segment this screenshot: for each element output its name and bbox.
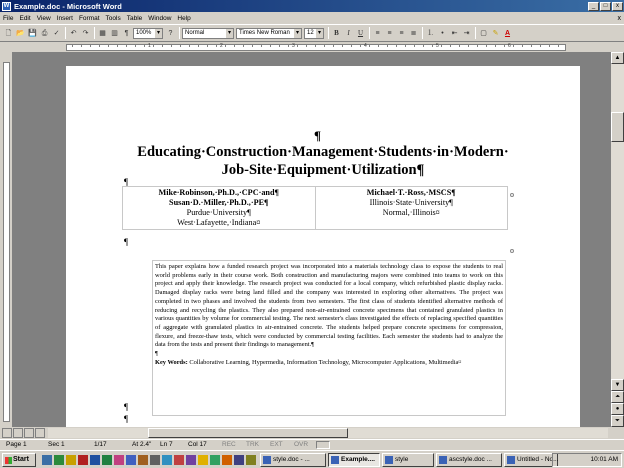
taskbar-item-ascstyle[interactable]: ascstyle.doc ... [436, 453, 502, 467]
status-section: Sec 1 [48, 441, 65, 448]
quicklaunch-folder-icon[interactable] [66, 455, 76, 465]
border-icon[interactable]: ▢ [480, 29, 487, 37]
authors-table[interactable] [122, 186, 508, 230]
ruler-tick [225, 44, 226, 47]
font-color-icon[interactable]: A [504, 29, 511, 37]
ruler-tick [396, 44, 397, 47]
toolbar-separator [422, 27, 423, 39]
ruler-tick [351, 44, 352, 47]
status-column: Col 17 [188, 441, 207, 448]
status-ovr[interactable]: OVR [294, 441, 309, 448]
ruler-tick [252, 44, 253, 47]
ruler-tick [342, 44, 343, 47]
quicklaunch-app-icon[interactable] [78, 455, 88, 465]
ruler-tick [297, 44, 298, 47]
toolbar-separator [475, 27, 476, 39]
ruler-number: 1 [148, 43, 151, 49]
word-app-icon[interactable]: W [3, 2, 10, 9]
table-row-end-marker [510, 193, 514, 197]
ruler-tick [432, 44, 433, 47]
menu-insert[interactable]: Insert [56, 14, 73, 22]
ruler-tick [135, 44, 136, 47]
ruler-tick [99, 44, 100, 47]
menu-edit[interactable]: Edit [19, 14, 31, 22]
ruler-number: 5 [436, 43, 439, 49]
author-line: Normal,·Illinois¤ [382, 208, 440, 217]
outline-view-button[interactable] [35, 428, 45, 438]
menu-file[interactable]: File [3, 14, 14, 22]
ruler-tick [540, 44, 541, 47]
title-line-1: Educating·Construction·Management·Students·in·Modern· [137, 144, 509, 160]
menu-format[interactable]: Format [78, 14, 100, 22]
scroll-up-button[interactable]: ▲ [611, 52, 624, 64]
quicklaunch-app-icon[interactable] [246, 455, 256, 465]
save-icon[interactable]: 💾 [28, 29, 37, 37]
insert-table-icon[interactable]: ▦ [99, 29, 106, 37]
italic-button[interactable]: I [347, 28, 350, 37]
ruler-tick [558, 44, 559, 47]
ruler-tick [387, 44, 388, 47]
quicklaunch-word-icon[interactable] [90, 455, 100, 465]
menu-tools[interactable]: Tools [105, 14, 121, 22]
close-document-button[interactable]: x [617, 14, 621, 22]
ruler-tick [207, 44, 208, 47]
ruler-tick [459, 44, 460, 47]
ruler-tick [549, 44, 550, 47]
quicklaunch-app-icon[interactable] [198, 455, 208, 465]
font-size-select[interactable]: 12 ▾ [304, 28, 324, 39]
zoom-select[interactable]: 100% ▾ [133, 28, 163, 39]
undo-icon[interactable]: ↶ [70, 29, 77, 37]
author-line: Susan·D.·Miller,·Ph.D.,·PE¶ [169, 198, 269, 207]
toolbar-separator [65, 27, 66, 39]
quicklaunch-app-icon[interactable] [162, 455, 172, 465]
toolbar [0, 24, 624, 42]
ruler-tick [405, 44, 406, 47]
ruler-tick [126, 44, 127, 47]
author-line: Illinois·State·University¶ [369, 198, 453, 207]
ruler-number: 3 [292, 43, 295, 49]
ruler-tick [306, 44, 307, 47]
author-line: Mike·Robinson,·Ph.D.,·CPC·and¶ [158, 188, 279, 197]
ruler-tick [360, 44, 361, 47]
document-page[interactable] [66, 66, 580, 466]
toolbar-separator [179, 27, 180, 39]
bold-button[interactable]: B [334, 28, 339, 37]
ruler-tick [504, 44, 505, 47]
ruler-tick [468, 44, 469, 47]
ruler-tick [90, 44, 91, 47]
scroll-down-button[interactable]: ▼ [611, 379, 624, 391]
toolbar-separator [369, 27, 370, 39]
quicklaunch-app-icon[interactable] [126, 455, 136, 465]
horizontal-ruler[interactable] [0, 42, 624, 52]
bullets-icon[interactable]: • [441, 29, 444, 37]
keywords-text: Collaborative Learning, Hypermedia, Information Technology, Microcomputer Applications, Multimedia¤ [187, 358, 462, 366]
previous-page-button[interactable]: ⏶ [611, 391, 624, 403]
quicklaunch-app-icon[interactable] [114, 455, 124, 465]
horizontal-scrollbar[interactable] [0, 427, 624, 439]
ruler-tick [450, 44, 451, 47]
window-title: Example.doc - Microsoft Word [14, 1, 122, 11]
close-button[interactable]: x [612, 2, 623, 11]
quicklaunch-desktop-icon[interactable] [42, 455, 52, 465]
keywords-label: Key Words: [155, 358, 188, 366]
horizontal-scroll-track[interactable] [48, 428, 608, 438]
ruler-tick [108, 44, 109, 47]
toolbar-separator [94, 27, 95, 39]
ruler-number: 2 [220, 43, 223, 49]
vertical-ruler[interactable] [0, 52, 12, 427]
ruler-tick [153, 44, 154, 47]
spelling-icon[interactable]: ✓ [53, 29, 60, 37]
quicklaunch-browser-icon[interactable] [54, 455, 64, 465]
table-row-end-marker [510, 249, 514, 253]
quicklaunch-app-icon[interactable] [234, 455, 244, 465]
normal-view-button[interactable] [2, 428, 12, 438]
status-line: Ln 7 [160, 441, 173, 448]
maximize-button[interactable]: □ [600, 2, 611, 11]
ruler-tick [243, 44, 244, 47]
toolbar-separator [328, 27, 329, 39]
quicklaunch-app-icon[interactable] [138, 455, 148, 465]
ruler-tick [378, 44, 379, 47]
vertical-ruler-strip [3, 62, 10, 422]
new-document-icon[interactable]: 🗋 [5, 29, 12, 37]
quicklaunch-excel-icon[interactable] [102, 455, 112, 465]
spelling-status-icon[interactable] [316, 441, 330, 449]
ruler-tick [162, 44, 163, 47]
author-line: Michael·T.·Ross,·MSCS¶ [366, 188, 456, 197]
status-trk[interactable]: TRK [246, 441, 259, 448]
ruler-tick [189, 44, 190, 47]
taskbar-item-untitled-notepad[interactable]: Untitled - No... [504, 453, 558, 467]
columns-icon[interactable]: ▥ [111, 29, 118, 37]
menu-bar [0, 12, 624, 24]
paragraph-mark: ¶ [124, 414, 129, 424]
menu-table[interactable]: Table [126, 14, 143, 22]
quicklaunch-app-icon[interactable] [222, 455, 232, 465]
keywords-line [155, 359, 503, 368]
clock[interactable]: 10:01 AM [590, 456, 618, 463]
start-button[interactable]: Start [2, 453, 36, 467]
paragraph-mark: ¶ [124, 237, 129, 247]
horizontal-scroll-thumb[interactable] [148, 428, 348, 438]
ruler-tick [513, 44, 514, 47]
status-rec[interactable]: REC [222, 441, 236, 448]
ruler-tick [270, 44, 271, 47]
ruler-number: 6 [508, 43, 511, 49]
minimize-button[interactable]: _ [588, 2, 599, 11]
next-page-button[interactable]: ⏷ [611, 415, 624, 427]
ruler-tick [279, 44, 280, 47]
quicklaunch-app-icon[interactable] [150, 455, 160, 465]
browse-object-button[interactable]: ● [611, 403, 624, 415]
authors-left-cell[interactable] [123, 187, 316, 230]
redo-icon[interactable]: ↷ [82, 29, 89, 37]
align-right-icon[interactable]: ≡ [399, 29, 404, 37]
ruler-number: 4 [364, 43, 367, 49]
title-line-2: Job-Site·Equipment·Utilization¶ [221, 162, 425, 178]
paragraph-mark: ¶ [314, 128, 322, 143]
ruler-tick [234, 44, 235, 47]
status-page: Page 1 [6, 441, 27, 448]
title-bar [0, 0, 624, 12]
ruler-tick [486, 44, 487, 47]
font-select[interactable]: Times New Roman ▾ [236, 28, 302, 39]
increase-indent-icon[interactable]: ⇥ [463, 29, 470, 37]
open-folder-icon[interactable]: 📂 [16, 29, 25, 37]
ruler-tick [198, 44, 199, 47]
ruler-tick [522, 44, 523, 47]
taskbar-item-example[interactable]: Example.... [328, 453, 380, 467]
abstract-text: This paper explains how a funded research project was incorporated into a materials technology class to expose the students to real world problems early in their course work. Both construction and manufacturing majors were combined into teams to work on this project and apply their knowledge. The research project was conducted for a local company, which refurbished plastic display racks. Damaged display racks were being land filled and the company was interested in exploring other alternatives. The project was completed in two phases and involved the students from two semesters. The first class of students identified alternative methods of reducing and recycling the plastics. They also prepared non-air-entrained concrete specimens that contained granulated plastics in various quantities by volume for commercial testing. The next semester's class investigated the effects of replacing specified quantities of aggregate with granulated plastics in air-entrained concrete. The students helped prepare concrete specimens for compression, flexure, and freeze-thaw tests, which were conducted by commercial testing facilities. Each semester the students had to analyze the data from the tests and present their findings to management.¶ [155, 263, 503, 349]
taskbar [0, 450, 624, 468]
author-line: Purdue·University¶ [186, 208, 251, 217]
ruler-tick [324, 44, 325, 47]
menu-help[interactable]: Help [177, 14, 191, 22]
help-icon[interactable]: ? [168, 29, 173, 37]
status-at: At 2.4" [132, 441, 152, 448]
numbering-icon[interactable]: ⒈ [427, 29, 434, 37]
ruler-tick [495, 44, 496, 47]
status-ext[interactable]: EXT [270, 441, 283, 448]
ruler-tick [117, 44, 118, 47]
ruler-tick [171, 44, 172, 47]
justify-icon[interactable]: ≣ [410, 29, 417, 37]
ruler-tick [414, 44, 415, 47]
ruler-tick [144, 44, 145, 47]
ruler-tick [369, 44, 370, 47]
abstract-box[interactable] [152, 260, 506, 416]
ruler-tick [531, 44, 532, 47]
decrease-indent-icon[interactable]: ⇤ [451, 29, 458, 37]
show-formatting-icon[interactable]: ¶ [124, 29, 129, 37]
ruler-tick [288, 44, 289, 47]
print-icon[interactable]: ⎙ [41, 29, 48, 37]
web-layout-view-button[interactable] [13, 428, 23, 438]
menu-view[interactable]: View [36, 14, 51, 22]
align-left-icon[interactable]: ≡ [375, 29, 380, 37]
paragraph-mark: ¶ [124, 177, 129, 187]
ruler-tick [423, 44, 424, 47]
system-tray [552, 453, 622, 467]
highlight-icon[interactable]: ✎ [492, 29, 499, 37]
ruler-strip [66, 44, 566, 51]
style-select[interactable]: Normal ▾ [182, 28, 234, 39]
paragraph-mark: ¶ [124, 402, 129, 412]
quicklaunch-app-icon[interactable] [186, 455, 196, 465]
author-line: West·Lafayette,·Indiana¤ [177, 218, 261, 227]
ruler-tick [441, 44, 442, 47]
print-layout-view-button[interactable] [24, 428, 34, 438]
ruler-tick [261, 44, 262, 47]
taskbar-item-style-doc[interactable]: style.doc - ... [260, 453, 326, 467]
ruler-tick [180, 44, 181, 47]
abstract-paragraph-mark: ¶ [155, 350, 158, 358]
document-title [96, 143, 550, 179]
status-bar [0, 439, 624, 450]
quicklaunch-app-icon[interactable] [210, 455, 220, 465]
taskbar-item-style-folder[interactable]: style [382, 453, 434, 467]
scroll-thumb[interactable] [611, 112, 624, 142]
align-center-icon[interactable]: ≡ [387, 29, 392, 37]
ruler-tick [72, 44, 73, 47]
ruler-tick [216, 44, 217, 47]
authors-right-cell[interactable] [315, 187, 508, 230]
ruler-tick [315, 44, 316, 47]
ruler-tick [81, 44, 82, 47]
status-page-count: 1/17 [94, 441, 107, 448]
ruler-tick [477, 44, 478, 47]
ruler-tick [333, 44, 334, 47]
vertical-scrollbar[interactable] [611, 52, 624, 427]
underline-button[interactable]: U [357, 28, 364, 37]
document-area[interactable] [12, 52, 611, 427]
quicklaunch-app-icon[interactable] [174, 455, 184, 465]
menu-window[interactable]: Window [148, 14, 172, 22]
